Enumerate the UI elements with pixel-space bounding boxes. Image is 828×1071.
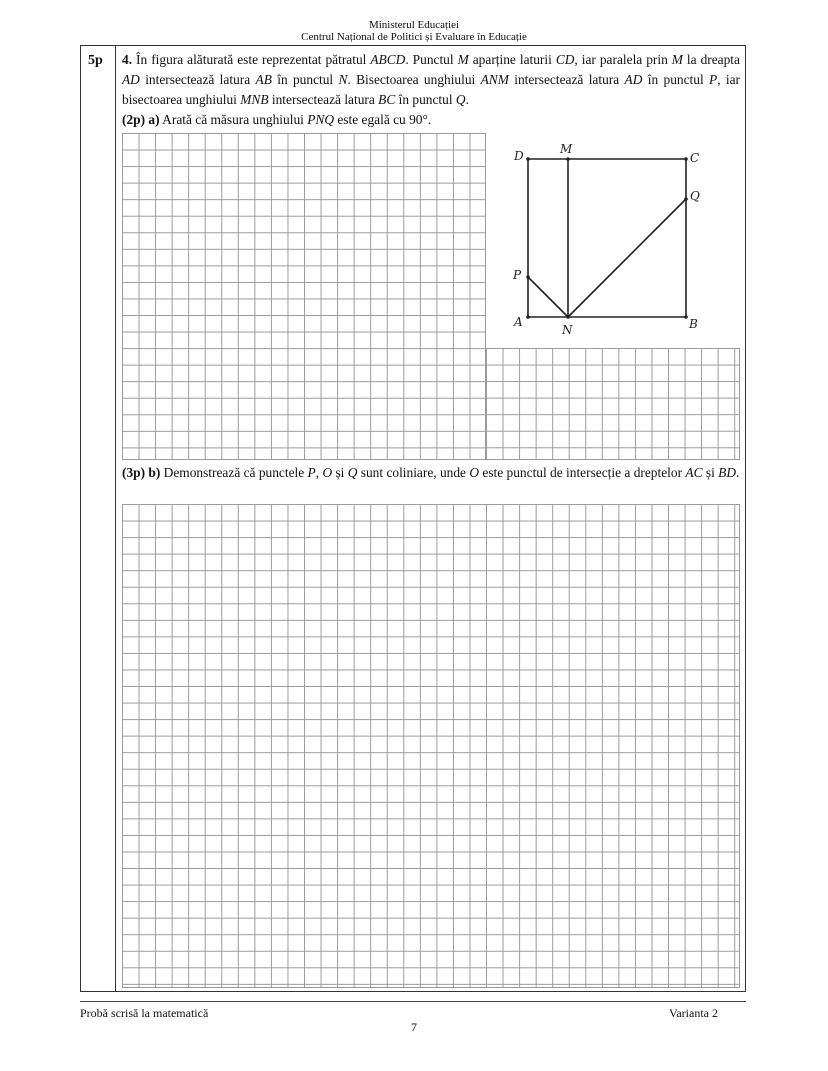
statement-text: intersectează latura: [508, 72, 625, 87]
square-figure: [506, 138, 726, 338]
footer-exam-title: Probă scrisă la matematică: [80, 1006, 209, 1020]
answer-grid-a-bottom[interactable]: [486, 348, 740, 460]
label-B: B: [689, 317, 698, 331]
math-var: Q: [455, 92, 466, 107]
part-a-question: [122, 110, 740, 130]
math-var: N: [338, 72, 348, 87]
label-N: N: [562, 323, 573, 337]
statement-text: , iar paralela prin: [574, 52, 672, 67]
math-var: M: [671, 52, 683, 67]
statement-text: , iar bisectoarea unghiului: [122, 72, 741, 107]
math-var: ABCD: [370, 52, 406, 67]
label-C: C: [690, 151, 700, 165]
footer-variant: Varianta 2: [669, 1006, 718, 1020]
part-b-text: Demonstrează că punctele: [160, 465, 308, 480]
math-var: Q: [347, 465, 358, 480]
page-number: 7: [411, 1020, 417, 1034]
statement-text: în punctul: [271, 72, 339, 87]
statement-text: . Bisectoarea unghiului: [347, 72, 481, 87]
statement-text: .: [465, 92, 469, 107]
header-center: Centrul Național de Politici și Evaluare în Educație: [301, 31, 527, 43]
point-A: [526, 315, 530, 319]
math-var: P: [307, 465, 316, 480]
part-b-mark: (3p) b): [122, 465, 161, 480]
statement-text: . Punctul: [405, 52, 458, 67]
part-b-text: este punctul de intersecție a dreptelor: [479, 465, 686, 480]
math-var: AB: [255, 72, 272, 87]
statement-text: în punctul: [642, 72, 710, 87]
math-value: 90°: [409, 112, 428, 127]
part-b-text: ,: [315, 465, 323, 480]
part-a-text: este egală cu: [334, 112, 410, 127]
problem-number: 4.: [122, 52, 133, 67]
statement-text: intersectează latura: [268, 92, 379, 107]
header-ministry: Ministerul Educației: [368, 19, 460, 31]
math-var: M: [457, 52, 469, 67]
segment-NP: [528, 277, 568, 317]
statement-text: În figura alăturată este reprezentat pătratul: [136, 52, 371, 67]
math-var: CD: [555, 52, 575, 67]
point-P: [526, 275, 530, 279]
part-a-text: .: [427, 112, 432, 127]
label-M: M: [560, 142, 573, 156]
footer-rule: [80, 1001, 746, 1002]
part-b-text: și: [332, 465, 348, 480]
math-var: O: [469, 465, 480, 480]
part-b-question: [122, 461, 740, 484]
problem-statement: [122, 50, 740, 110]
point-C: [684, 157, 688, 161]
math-var: AD: [624, 72, 643, 87]
statement-text: în punctul: [395, 92, 456, 107]
math-var: ANM: [480, 72, 509, 87]
part-b-text: sunt coliniare, unde: [357, 465, 470, 480]
part-a-text: Arată că măsura unghiului: [159, 112, 308, 127]
label-P: P: [513, 268, 522, 282]
label-D: D: [514, 149, 524, 163]
answer-grid-a-left[interactable]: [122, 133, 486, 460]
math-var: O: [322, 465, 333, 480]
part-b-text: și: [702, 465, 719, 480]
answer-grid-b[interactable]: [122, 504, 740, 988]
point-Q: [684, 197, 688, 201]
math-var: AC: [685, 465, 703, 480]
point-N: [566, 315, 570, 319]
label-Q: Q: [690, 189, 700, 203]
math-var: BD: [718, 465, 737, 480]
point-D: [526, 157, 530, 161]
point-B: [684, 315, 688, 319]
statement-text: intersectează latura: [139, 72, 256, 87]
segment-NQ: [568, 199, 686, 317]
statement-text: aparține laturii: [468, 52, 556, 67]
math-var: P: [709, 72, 718, 87]
math-var: PNQ: [307, 112, 334, 127]
points-column-divider: [115, 45, 116, 992]
statement-text: la dreapta: [682, 52, 740, 67]
math-var: BC: [378, 92, 396, 107]
math-var: MNB: [240, 92, 269, 107]
point-M: [566, 157, 570, 161]
part-a-mark: (2p) a): [122, 112, 160, 127]
points-label: 5p: [88, 53, 103, 68]
math-var: AD: [122, 72, 140, 87]
label-A: A: [514, 315, 523, 329]
part-b-text: .: [736, 465, 740, 480]
